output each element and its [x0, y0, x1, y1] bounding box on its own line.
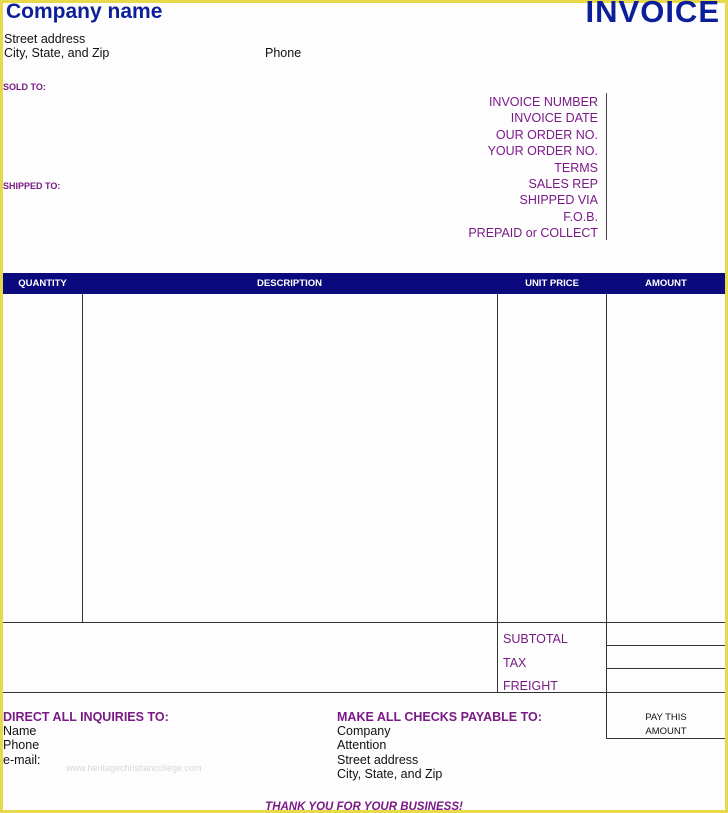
quantity-column-divider [82, 294, 83, 622]
street-address: Street address [4, 32, 86, 46]
prepaid-collect-label: PREPAID or COLLECT [468, 226, 598, 241]
phone-label: Phone [265, 46, 302, 60]
freight-label: FREIGHT [503, 679, 558, 693]
table-bottom-rule [3, 622, 725, 623]
shipped-to-label: SHIPPED TO: [3, 181, 61, 191]
our-order-label: OUR ORDER NO. [495, 127, 598, 142]
invoice-fields-divider [606, 93, 607, 240]
thank-you-message: THANK YOU FOR YOUR BUSINESS! [265, 801, 463, 813]
checks-heading: MAKE ALL CHECKS PAYABLE TO: [337, 710, 542, 724]
unit-price-column-divider [606, 294, 607, 738]
inquiries-details [3, 724, 41, 767]
unit-price-column-header: UNIT PRICE [525, 278, 579, 289]
sold-to-label: SOLD TO: [3, 82, 46, 92]
inquiries-phone: Phone [3, 738, 40, 753]
amount-column-header: AMOUNT [645, 278, 687, 289]
inquiries-heading: DIRECT ALL INQUIRIES TO: [3, 710, 169, 724]
pay-this-line: PAY THIS [645, 712, 687, 723]
description-column-divider [497, 294, 498, 692]
pay-this-amount-label [607, 711, 725, 739]
invoice-field-list [468, 94, 598, 242]
checks-city: City, State, and Zip [337, 766, 443, 781]
checks-details [337, 724, 442, 781]
checks-street: Street address [337, 752, 419, 767]
tax-rule [606, 668, 725, 669]
description-column-header: DESCRIPTION [257, 278, 322, 289]
subtotal-label: SUBTOTAL [503, 632, 568, 646]
amount-line: AMOUNT [645, 726, 687, 737]
invoice-title: INVOICE [585, 0, 720, 29]
invoice-number-label: INVOICE NUMBER [488, 95, 598, 109]
terms-label: TERMS [554, 160, 598, 175]
inquiries-name: Name [3, 724, 37, 738]
fob-label: F.O.B. [563, 209, 598, 224]
watermark: www.heritagechristiancollege.com [66, 763, 202, 773]
invoice-date-label: INVOICE DATE [510, 111, 598, 126]
shipped-via-label: SHIPPED VIA [519, 193, 598, 208]
sales-rep-label: SALES REP [528, 176, 598, 191]
tax-label: TAX [503, 656, 527, 670]
subtotal-rule [606, 645, 725, 646]
your-order-label: YOUR ORDER NO. [487, 144, 598, 159]
inquiries-email: e-mail: [3, 752, 41, 767]
totals-bottom-rule [3, 692, 725, 693]
city-state-zip: City, State, and Zip [4, 46, 110, 60]
checks-attention: Attention [337, 738, 387, 753]
items-table-header [3, 273, 725, 294]
checks-company: Company [337, 724, 391, 738]
quantity-column-header: QUANTITY [18, 278, 67, 289]
company-name: Company name [6, 0, 163, 23]
